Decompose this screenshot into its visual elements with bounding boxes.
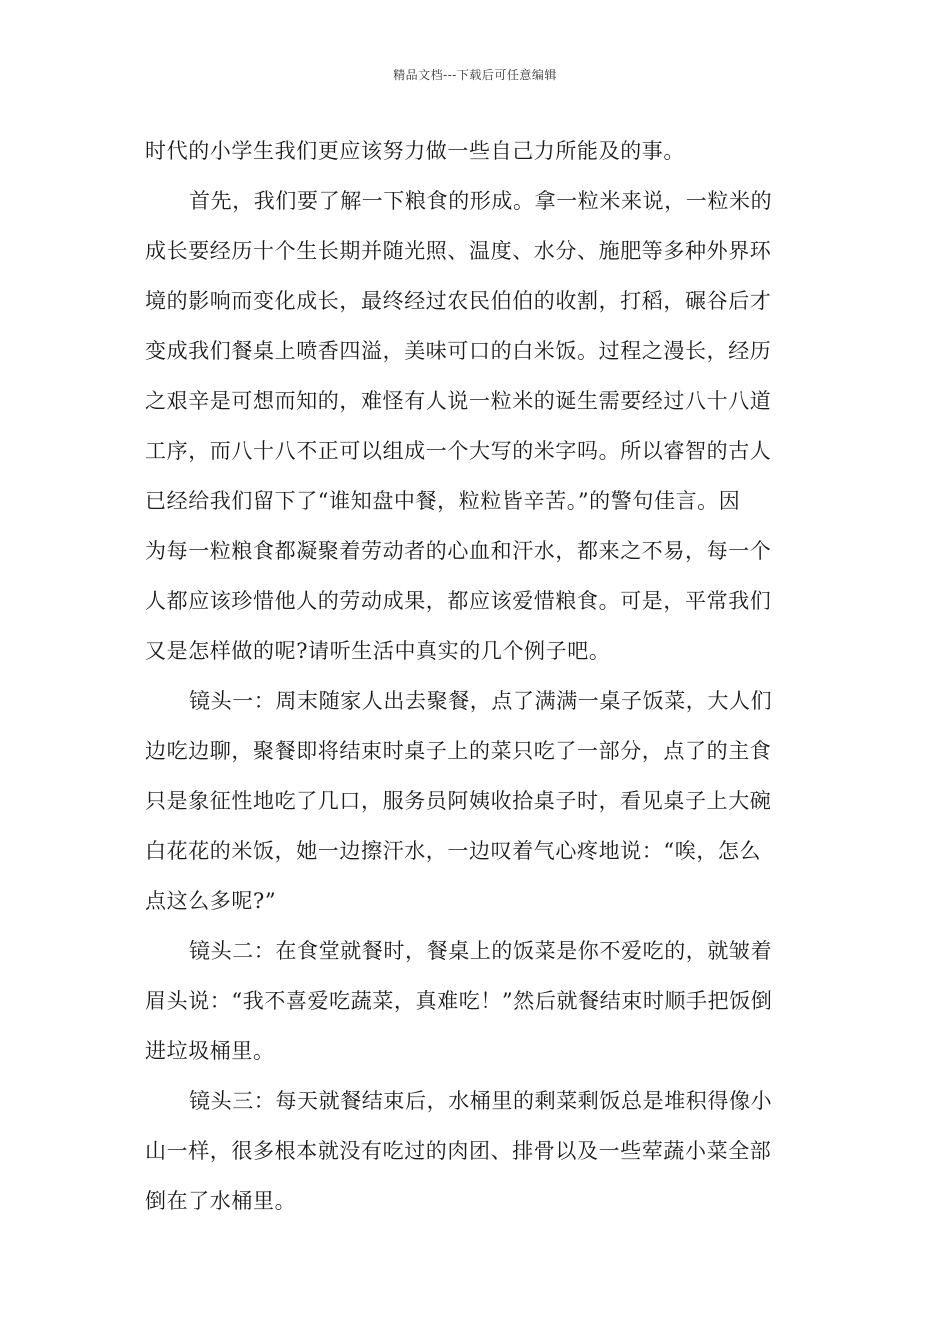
text-line: 边吃边聊，聚餐即将结束时桌子上的菜只吃了一部分，点了的主食 — [145, 739, 772, 763]
text-line: 变成我们餐桌上喷香四溢，美味可口的白米饭。过程之漫长，经历 — [145, 339, 772, 363]
text-line: 为每一粒粮食都凝聚着劳动者的心血和汗水，都来之不易，每一个 — [145, 539, 772, 563]
page-header: 精品文档---下载后可任意编辑 — [393, 68, 557, 82]
text-line: 又是怎样做的呢?请听生活中真实的几个例子吧。 — [145, 639, 611, 663]
text-line: 只是象征性地吃了几口，服务员阿姨收拾桌子时，看见桌子上大碗 — [145, 789, 772, 813]
text-line: 白花花的米饭，她一边擦汗水，一边叹着气心疼地说：“唉，怎么 — [145, 839, 762, 863]
text-line: 时代的小学生我们更应该努力做一些自己力所能及的事。 — [145, 139, 685, 163]
text-line: 首先，我们要了解一下粮食的形成。拿一粒米来说，一粒米的 — [189, 189, 773, 213]
text-line: 境的影响而变化成长，最终经过农民伯伯的收割，打稻，碾谷后才 — [145, 289, 772, 313]
text-line: 点这么多呢?” — [145, 889, 277, 913]
document-body — [145, 126, 810, 1226]
text-line: 之艰辛是可想而知的，难怪有人说一粒米的诞生需要经过八十八道 — [145, 389, 772, 413]
text-line: 镜头二：在食堂就餐时，餐桌上的饭菜是你不爱吃的，就皱着 — [189, 939, 773, 963]
text-line: 山一样，很多根本就没有吃过的肉团、排骨以及一些荤蔬小菜全部 — [145, 1139, 772, 1163]
text-line: 人都应该珍惜他人的劳动成果，都应该爱惜粮食。可是，平常我们 — [145, 589, 772, 613]
text-line: 倒在了水桶里。 — [145, 1189, 297, 1213]
text-line: 眉头说：“我不喜爱吃蔬菜，真难吃！”然后就餐结束时顺手把饭倒 — [145, 989, 773, 1013]
text-line: 已经给我们留下了“谁知盘中餐，粒粒皆辛苦。”的警句佳言。因 — [145, 489, 741, 513]
text-line: 镜头三：每天就餐结束后，水桶里的剩菜剩饭总是堆积得像小 — [189, 1089, 773, 1113]
text-line: 成长要经历十个生长期并随光照、温度、水分、施肥等多种外界环 — [145, 239, 772, 263]
text-line: 镜头一：周末随家人出去聚餐，点了满满一桌子饭菜，大人们 — [189, 689, 773, 713]
text-line: 进垃圾桶里。 — [145, 1039, 275, 1063]
text-line: 工序，而八十八不正可以组成一个大写的米字吗。所以睿智的古人 — [145, 439, 772, 463]
